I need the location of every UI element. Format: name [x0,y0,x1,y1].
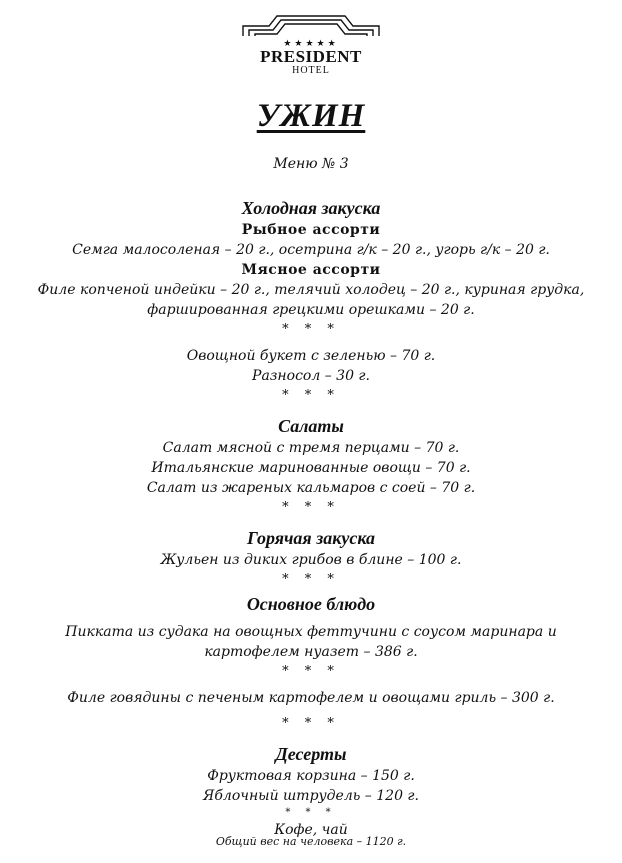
separator: * * * [282,572,340,587]
menu-item: Семга малосоленая – 20 г., осетрина г/к – 20 г., угорь г/к – 20 г. [72,242,550,258]
menu-content [0,194,622,840]
hotel-logo-emblem-icon [241,12,381,38]
menu-item: Овощной букет с зеленью – 70 г. [186,348,436,364]
menu-item: Салат из жареных кальмаров с соей – 70 г. [146,480,476,496]
menu-item: Филе говядины с печеным картофелем и овощами гриль – 300 г. [67,690,555,706]
menu-item: Салат мясной с тремя перцами – 70 г. [162,440,460,456]
page-title: УЖИН [256,98,366,134]
section-title-main: Основное блюдо [246,594,376,614]
separator: * * * [282,322,340,337]
section-title-cold: Холодная закуска [241,198,381,218]
menu-item: Жульен из диких грибов в блине – 100 г. [160,552,462,568]
total-weight-note: Общий вес на человека – 1120 г. [215,835,407,848]
menu-item: Итальянские маринованные овощи – 70 г. [151,460,471,476]
subsection-title-meat: Мясное ассорти [241,262,381,278]
menu-item: Яблочный штрудель – 120 г. [203,788,419,804]
separator: * * * [285,807,337,818]
section-title-desserts: Десерты [275,744,347,764]
section-title-hot: Горячая закуска [247,528,375,548]
menu-item: Пикката из судака на овощных феттучини с соусом маринара и [65,624,557,640]
hotel-logo [0,12,622,76]
separator: * * * [282,388,340,403]
menu-number: Меню № 3 [273,156,349,172]
logo-subtitle: HOTEL [292,65,330,76]
logo-stars: ★★★★★ [283,39,339,49]
section-title-salads: Салаты [278,416,344,436]
separator: * * * [282,716,340,731]
logo-name: PRESIDENT [260,47,362,66]
menu-item-drinks: Кофе, чай [274,822,348,838]
subsection-title-fish: Рыбное ассорти [241,222,381,238]
separator: * * * [282,500,340,515]
menu-item: Разносол – 30 г. [252,368,370,384]
menu-item: Филе копченой индейки – 20 г., телячий холодец – 20 г., куриная грудка, [37,282,585,298]
separator: * * * [282,664,340,679]
menu-item: картофелем нуазет – 386 г. [204,644,418,660]
menu-item: Фруктовая корзина – 150 г. [207,768,415,784]
menu-item: фаршированная грецкими орешками – 20 г. [147,302,475,318]
